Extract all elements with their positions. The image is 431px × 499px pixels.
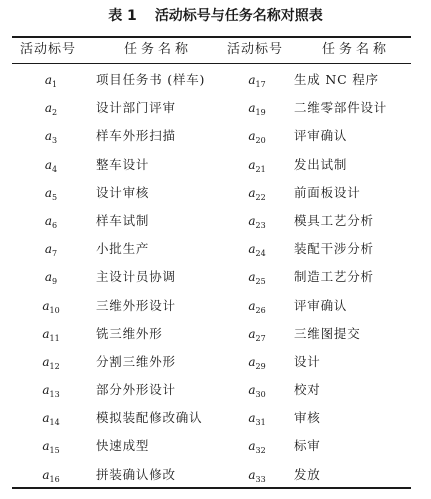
activity-code-right: $a_{20}$	[248, 129, 266, 146]
task-name-right: 制造工艺分析	[294, 269, 374, 285]
activity-code-left: $a_2$	[44, 101, 58, 118]
activity-code-right: $a_{26}$	[248, 298, 266, 315]
activity-code-right: $a_{19}$	[248, 101, 266, 118]
activity-code-left: $a_{10}$	[42, 298, 60, 315]
task-name-left: 模拟装配修改确认	[96, 410, 203, 426]
activity-code-left: $a_{15}$	[42, 439, 60, 456]
activity-code-left: $a_7$	[44, 242, 58, 259]
task-name-left: 整车设计	[96, 156, 150, 172]
table-row	[0, 320, 431, 348]
task-name-left: 主设计员协调	[96, 269, 176, 285]
task-name-right: 评审确认	[294, 128, 348, 144]
task-name-left: 设计部门评审	[96, 100, 176, 116]
task-name-left: 项目任务书 (样车)	[96, 72, 206, 87]
table-row	[0, 122, 431, 150]
activity-code-right: $a_{23}$	[248, 213, 266, 230]
table-caption	[0, 6, 431, 26]
task-name-right: 设计	[294, 353, 321, 369]
table-top-rule	[12, 36, 411, 38]
activity-code-left: $a_{11}$	[42, 326, 60, 343]
table-row	[0, 432, 431, 460]
activity-code-right: $a_{17}$	[248, 73, 266, 89]
task-name-left: 铣三维外形	[96, 325, 163, 341]
activity-code-right: $a_{21}$	[248, 157, 266, 174]
task-name-right: 审核	[294, 410, 321, 426]
activity-code-right: $a_{22}$	[248, 185, 266, 202]
activity-code-right: $a_{33}$	[248, 467, 266, 484]
activity-code-left: $a_1$	[44, 73, 58, 89]
activity-code-right: $a_{24}$	[248, 242, 266, 259]
table-row	[0, 207, 431, 235]
header-activity-code-left: 活动标号	[20, 42, 77, 57]
activity-code-left: $a_{16}$	[42, 467, 60, 484]
activity-code-left: $a_6$	[44, 213, 58, 230]
task-name-left: 三维外形设计	[96, 297, 176, 313]
header-task-name-left: 任务名称	[124, 42, 193, 57]
task-name-right: 前面板设计	[294, 184, 361, 200]
task-name-left: 样车试制	[96, 212, 150, 228]
task-name-left: 快速成型	[96, 438, 150, 454]
activity-code-right: $a_{27}$	[248, 326, 266, 343]
task-name-right: 校对	[294, 382, 321, 398]
activity-code-left: $a_{14}$	[42, 411, 60, 428]
table-caption-title: 活动标号与任务名称对照表	[154, 8, 323, 24]
task-name-right: 评审确认	[294, 297, 348, 313]
table-header-rule	[12, 63, 411, 64]
table-row	[0, 235, 431, 263]
task-name-left: 样车外形扫描	[96, 128, 176, 144]
table-row	[0, 151, 431, 179]
table-caption-number: 表 1	[108, 8, 137, 24]
table-body	[0, 66, 431, 489]
task-name-right: 发放	[294, 466, 321, 482]
task-name-left: 设计审核	[96, 184, 150, 200]
activity-code-right: $a_{29}$	[248, 354, 266, 371]
table-row	[0, 376, 431, 404]
table-bottom-rule	[12, 487, 411, 489]
table-row	[0, 292, 431, 320]
table-row	[0, 404, 431, 432]
table-row	[0, 179, 431, 207]
task-name-right: 三维图提交	[294, 325, 361, 341]
task-name-left: 部分外形设计	[96, 382, 176, 398]
task-name-right: 二维零部件设计	[294, 100, 388, 116]
task-name-right: 发出试制	[294, 156, 348, 172]
activity-code-left: $a_9$	[44, 270, 58, 287]
activity-code-right: $a_{30}$	[248, 383, 266, 400]
activity-code-right: $a_{25}$	[248, 270, 266, 287]
table-row	[0, 461, 431, 489]
task-name-right: 标审	[294, 438, 321, 454]
table-row	[0, 348, 431, 376]
activity-code-left: $a_{13}$	[42, 383, 60, 400]
table-row	[0, 94, 431, 122]
table-row	[0, 66, 431, 94]
header-activity-code-right: 活动标号	[227, 42, 284, 57]
task-name-left: 分割三维外形	[96, 353, 176, 369]
task-name-right: 生成 NC 程序	[294, 72, 379, 87]
header-task-name-right: 任务名称	[322, 42, 391, 57]
activity-code-left: $a_4$	[44, 157, 58, 174]
activity-code-left: $a_3$	[44, 129, 58, 146]
task-name-left: 小批生产	[96, 241, 150, 257]
task-name-left: 拼装确认修改	[96, 466, 176, 482]
activity-code-right: $a_{32}$	[248, 439, 266, 456]
activity-code-left: $a_5$	[44, 185, 58, 202]
table-row	[0, 263, 431, 291]
task-name-right: 装配干涉分析	[294, 241, 374, 257]
activity-code-left: $a_{12}$	[42, 354, 60, 371]
task-name-right: 模具工艺分析	[294, 212, 374, 228]
activity-code-right: $a_{31}$	[248, 411, 266, 428]
